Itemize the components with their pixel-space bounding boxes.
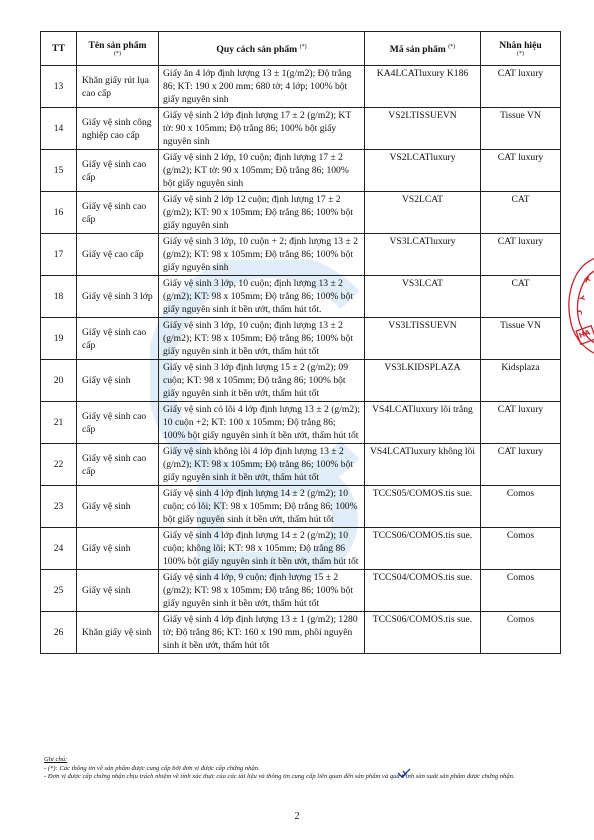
brand-cell: CAT luxury xyxy=(481,234,561,276)
product-spec-cell: Giấy vệ sinh 2 lớp định lượng 17 ± 2 (g/m2); KT tờ: 90 x 105mm; Độ trắng 86; 100% bột giấy nguyên sinh xyxy=(159,108,365,150)
table-row xyxy=(41,612,561,654)
table-header-row xyxy=(41,32,561,66)
product-code-cell: VS3LKIDSPLAZA xyxy=(365,360,481,402)
product-spec-cell: Giấy vệ sinh có lõi 4 lớp định lượng 13 ± 2 (g/m2); 10 cuộn +2; KT: 100 x 105mm; Độ trắng 86; 100% bột giấy nguyên sinh ít bền ướt, thấm hút tốt xyxy=(159,402,365,444)
row-number-cell: 13 xyxy=(41,66,77,108)
product-spec-cell: Giấy vệ sinh 4 lớp định lượng 13 ± 1 (g/m2); 1280 tờ; Độ trắng 86; KT: 160 x 190 mm, phôi nguyên sinh ít bền ướt, thấm hút tốt xyxy=(159,612,365,654)
brand-cell: Tissue VN xyxy=(481,318,561,360)
table-row xyxy=(41,276,561,318)
product-name-cell: Giấy vệ sinh cao cấp xyxy=(77,150,159,192)
product-spec-cell: Giấy vệ sinh 3 lớp, 10 cuộn; định lượng 13 ± 2 (g/m2); KT: 98 x 105mm; Độ trắng 86; 100% bột giấy nguyên sinh ít bền ướt, thấm hút tốt xyxy=(159,318,365,360)
product-code-cell: TCCS06/COMOS.tis sue. xyxy=(365,612,481,654)
product-name-cell: Giấy vệ sinh xyxy=(77,360,159,402)
table-row xyxy=(41,66,561,108)
row-number-cell: 25 xyxy=(41,570,77,612)
table-row xyxy=(41,108,561,150)
product-code-cell: VS2LTISSUEVN xyxy=(365,108,481,150)
brand-cell: CAT luxury xyxy=(481,66,561,108)
table-row xyxy=(41,402,561,444)
header-tt: TT xyxy=(41,32,77,66)
product-spec-cell: Giấy vệ sinh 4 lớp định lượng 14 ± 2 (g/m2); 10 cuộn; không lõi; KT: 98 x 105mm; Độ trắng 86 100% bột giấy nguyên sinh ít bền ướt, thấm hút tốt xyxy=(159,528,365,570)
product-spec-table xyxy=(40,31,561,654)
brand-cell: Kidsplaza xyxy=(481,360,561,402)
row-number-cell: 16 xyxy=(41,192,77,234)
footnotes xyxy=(44,756,564,782)
product-name-cell: Giấy vệ sinh xyxy=(77,486,159,528)
row-number-cell: 22 xyxy=(41,444,77,486)
product-code-cell: TCCS06/COMOS.tis sue. xyxy=(365,528,481,570)
header-product-code: Mã sản phẩm (*) xyxy=(365,32,481,66)
footnote-line: - (*): Các thông tin về sản phẩm được cung cấp bởi đơn vị được cấp chứng nhận. xyxy=(44,764,260,772)
product-name-cell: Khăn giấy vệ sinh xyxy=(77,612,159,654)
table-row xyxy=(41,192,561,234)
brand-cell: CAT xyxy=(481,276,561,318)
svg-text:K: K xyxy=(582,275,592,284)
table-row xyxy=(41,528,561,570)
brand-cell: Comos xyxy=(481,528,561,570)
row-number-cell: 20 xyxy=(41,360,77,402)
header-product-spec: Quy cách sản phẩm (*) xyxy=(159,32,365,66)
product-name-cell: Giấy vệ sinh xyxy=(77,528,159,570)
red-seal-stamp-icon xyxy=(562,248,594,368)
row-number-cell: 18 xyxy=(41,276,77,318)
product-spec-cell: Giấy vệ sinh 3 lớp, 10 cuộn + 2; định lượng 13 ± 2 (g/m2); KT: 98 x 105mm; Độ trắng 86; 100% bột giấy nguyên sinh xyxy=(159,234,365,276)
table-row xyxy=(41,360,561,402)
svg-text:HA: HA xyxy=(577,328,592,340)
page-number: 2 xyxy=(294,811,300,822)
table-row xyxy=(41,570,561,612)
product-spec-cell: Giấy vệ sinh 3 lớp, 10 cuộn; định lượng 13 ± 2 (g/m2); KT: 98 x 105mm; Độ trắng 86; 100% bột giấy nguyên sinh ít bền ướt, thấm hút tốt. xyxy=(159,276,365,318)
brand-cell: CAT luxury xyxy=(481,402,561,444)
svg-text:C: C xyxy=(575,310,583,316)
table-row xyxy=(41,444,561,486)
row-number-cell: 14 xyxy=(41,108,77,150)
product-code-cell: VS2LCAT xyxy=(365,192,481,234)
product-spec-cell: Giấy vệ sinh 2 lớp 12 cuộn; định lượng 17 ± 2 (g/m2); KT: 90 x 105mm; Độ trắng 86; 100% bột giấy nguyên sinh xyxy=(159,192,365,234)
product-code-cell: TCCS05/COMOS.tis sue. xyxy=(365,486,481,528)
product-name-cell: Giấy vệ sinh cao cấp xyxy=(77,192,159,234)
header-product-name: Tên sản phẩm (*) xyxy=(77,32,159,66)
table-row xyxy=(41,234,561,276)
brand-cell: CAT xyxy=(481,192,561,234)
brand-cell: Comos xyxy=(481,486,561,528)
product-code-cell: VS4LCATluxury lõi trắng xyxy=(365,402,481,444)
table-row xyxy=(41,318,561,360)
product-name-cell: Giấy vệ sinh cao cấp xyxy=(77,444,159,486)
table-row xyxy=(41,150,561,192)
product-name-cell: Khăn giấy rút lụa cao cấp xyxy=(77,66,159,108)
product-code-cell: VS4LCATluxury không lõi xyxy=(365,444,481,486)
row-number-cell: 24 xyxy=(41,528,77,570)
brand-cell: Comos xyxy=(481,612,561,654)
product-name-cell: Giấy vệ sinh 3 lớp xyxy=(77,276,159,318)
product-code-cell: VS3LCATluxury xyxy=(365,234,481,276)
brand-cell: CAT luxury xyxy=(481,444,561,486)
product-code-cell: VS3LTISSUEVN xyxy=(365,318,481,360)
product-name-cell: Giấy vệ sinh xyxy=(77,570,159,612)
product-code-cell: TCCS04/COMOS.tis sue. xyxy=(365,570,481,612)
row-number-cell: 15 xyxy=(41,150,77,192)
row-number-cell: 19 xyxy=(41,318,77,360)
product-spec-cell: Giấy vệ sinh 4 lớp, 9 cuộn; định lượng 15 ± 2 (g/m2); KT: 98 x 105mm; Độ trắng 86; 100% bột giấy nguyên sinh ít bền ướt, thấm hút tốt xyxy=(159,570,365,612)
brand-cell: Tissue VN xyxy=(481,108,561,150)
row-number-cell: 23 xyxy=(41,486,77,528)
header-brand: Nhãn hiệu (*) xyxy=(481,32,561,66)
table-row xyxy=(41,486,561,528)
footnote-line: - Đơn vị được cấp chứng nhận chịu trách nhiệm về tính xác thực của các tài liệu và thông tin cung cấp liên quan đến sản phẩm và quá trình sản xuất sản phẩm được chứng nhận. xyxy=(44,773,515,781)
product-spec-cell: Giấy ăn 4 lớp định lượng 13 ± 1(g/m2); Độ trắng 86; KT: 190 x 200 mm; 680 tờ; 4 lớp; 100% bột giấy nguyên sinh xyxy=(159,66,365,108)
product-spec-cell: Giấy vệ sinh không lõi 4 lớp định lượng 13 ± 2 (g/m2); KT: 98 x 105mm; Độ trắng 86; 100% bột giấy nguyên sinh ít bền ướt, thấm hút tốt xyxy=(159,444,365,486)
brand-cell: Comos xyxy=(481,570,561,612)
svg-text:Y: Y xyxy=(577,294,586,302)
footnotes-title: Ghi chú: xyxy=(44,756,68,763)
product-name-cell: Giấy vệ sinh công nghiệp cao cấp xyxy=(77,108,159,150)
product-code-cell: VS3LCAT xyxy=(365,276,481,318)
product-code-cell: KA4LCATluxury K186 xyxy=(365,66,481,108)
product-code-cell: VS2LCATluxury xyxy=(365,150,481,192)
row-number-cell: 17 xyxy=(41,234,77,276)
product-spec-cell: Giấy vệ sinh 2 lớp, 10 cuộn; định lượng 17 ± 2 (g/m2); KT tờ: 90 x 105mm; Độ trắng 86; 100% bột giấy nguyên sinh xyxy=(159,150,365,192)
product-spec-cell: Giấy vệ sinh 3 lớp định lượng 15 ± 2 (g/m2); 09 cuộn; KT: 98 x 105mm; Độ trắng 86; 100% bột giấy nguyên sinh ít bền ướt, thấm hút tốt xyxy=(159,360,365,402)
row-number-cell: 26 xyxy=(41,612,77,654)
product-name-cell: Giấy vệ cao cấp xyxy=(77,234,159,276)
row-number-cell: 21 xyxy=(41,402,77,444)
product-name-cell: Giấy vệ sinh cao cấp xyxy=(77,402,159,444)
product-name-cell: Giấy vệ sinh cao cấp xyxy=(77,318,159,360)
product-spec-cell: Giấy vệ sinh 4 lớp định lượng 14 ± 2 (g/m2); 10 cuộn; có lõi; KT: 98 x 105mm; Độ trắng 86; 100% bột giấy nguyên sinh ít bền ướt, thấm hút tốt xyxy=(159,486,365,528)
brand-cell: CAT luxury xyxy=(481,150,561,192)
